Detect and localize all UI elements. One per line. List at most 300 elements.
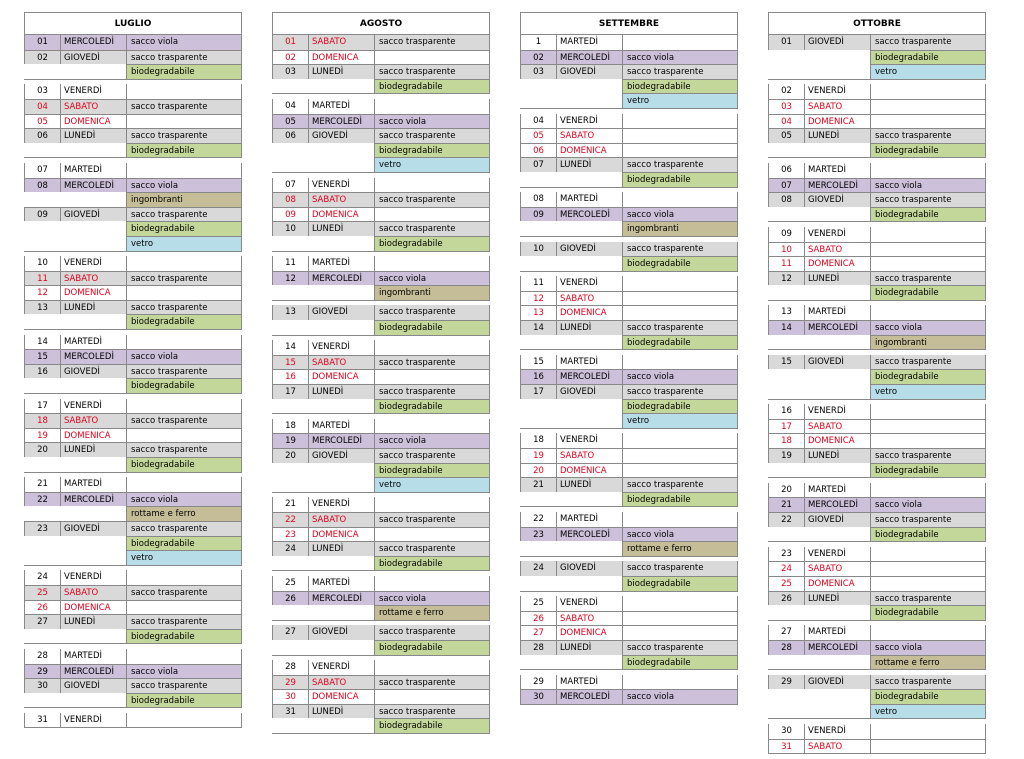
empty-cell xyxy=(520,413,556,428)
table-row xyxy=(272,384,490,399)
table-row xyxy=(768,163,986,178)
month-title: OTTOBRE xyxy=(768,12,986,34)
table-row xyxy=(24,84,242,99)
day-group xyxy=(768,483,986,542)
day-number: 11 xyxy=(768,256,804,271)
table-row xyxy=(272,178,490,193)
empty-cell xyxy=(804,335,870,350)
table-row-continuation xyxy=(272,143,490,158)
empty-cell xyxy=(768,143,804,158)
collection-sacco-trasparente: sacco trasparente xyxy=(374,128,490,143)
weekday-label: VENERDÌ xyxy=(60,570,126,585)
empty-cell xyxy=(60,143,126,158)
collection-vetro: vetro xyxy=(374,157,490,172)
collection-empty xyxy=(622,276,738,291)
empty-cell xyxy=(272,399,308,414)
day-number: 08 xyxy=(520,192,556,207)
table-row-continuation xyxy=(24,457,242,472)
collection-empty xyxy=(870,404,986,419)
collection-rottame-e-ferro: rottame e ferro xyxy=(870,655,986,670)
collection-empty xyxy=(374,660,490,675)
table-row xyxy=(272,527,490,542)
day-number: 03 xyxy=(520,64,556,79)
day-number: 06 xyxy=(768,163,804,178)
day-number: 09 xyxy=(768,227,804,242)
collection-empty xyxy=(622,355,738,370)
collection-sacco-trasparente: sacco trasparente xyxy=(622,640,738,655)
day-number: 04 xyxy=(24,99,60,114)
weekday-label: LUNEDÌ xyxy=(60,128,126,143)
collection-empty xyxy=(126,600,242,615)
day-group xyxy=(768,84,986,158)
empty-cell xyxy=(768,50,804,65)
table-row xyxy=(768,483,986,498)
empty-cell xyxy=(520,399,556,414)
collection-empty xyxy=(870,739,986,754)
table-row xyxy=(768,99,986,114)
day-number: 21 xyxy=(272,497,308,512)
collection-sacco-trasparente: sacco trasparente xyxy=(126,585,242,600)
collection-empty xyxy=(622,596,738,611)
weekday-label: VENERDÌ xyxy=(804,227,870,242)
table-row-continuation xyxy=(520,172,738,187)
weekday-label: LUNEDÌ xyxy=(804,271,870,286)
day-number: 16 xyxy=(272,369,308,384)
empty-cell xyxy=(24,550,60,565)
collection-empty xyxy=(622,192,738,207)
day-number: 22 xyxy=(520,512,556,527)
collection-empty xyxy=(374,50,490,65)
empty-cell xyxy=(804,527,870,542)
empty-cell xyxy=(556,256,622,271)
collection-sacco-trasparente: sacco trasparente xyxy=(870,512,986,527)
day-number: 04 xyxy=(272,99,308,114)
table-row-continuation xyxy=(768,704,986,719)
table-row-continuation xyxy=(272,463,490,478)
collection-biodegradabile: biodegradabile xyxy=(622,576,738,591)
collection-empty xyxy=(126,285,242,300)
weekday-label: MARTEDÌ xyxy=(556,35,622,50)
day-number: 21 xyxy=(24,477,60,492)
collection-empty xyxy=(622,611,738,626)
empty-cell xyxy=(60,64,126,79)
weekday-label: GIOVEDÌ xyxy=(556,561,622,576)
collection-vetro: vetro xyxy=(374,477,490,492)
table-row xyxy=(520,463,738,478)
day-number: 30 xyxy=(24,678,60,693)
table-row-continuation xyxy=(272,320,490,335)
table-row xyxy=(24,492,242,507)
table-row xyxy=(24,335,242,350)
table-row xyxy=(768,419,986,434)
table-row xyxy=(520,477,738,492)
day-group xyxy=(768,547,986,621)
collection-empty xyxy=(374,99,490,114)
collection-empty xyxy=(870,99,986,114)
collection-sacco-viola: sacco viola xyxy=(622,689,738,704)
day-number: 25 xyxy=(768,576,804,591)
day-group xyxy=(24,713,242,729)
day-number: 24 xyxy=(520,561,556,576)
day-number: 20 xyxy=(768,483,804,498)
empty-cell xyxy=(804,655,870,670)
table-row-continuation xyxy=(24,64,242,79)
table-row-continuation xyxy=(24,550,242,565)
collection-empty xyxy=(126,428,242,443)
empty-cell xyxy=(804,50,870,65)
table-row xyxy=(768,448,986,463)
collection-sacco-trasparente: sacco trasparente xyxy=(374,64,490,79)
table-row xyxy=(272,99,490,114)
collection-biodegradabile: biodegradabile xyxy=(126,457,242,472)
day-number: 31 xyxy=(768,739,804,754)
weekday-label: SABATO xyxy=(308,512,374,527)
table-row xyxy=(24,600,242,615)
weekday-label: GIOVEDÌ xyxy=(804,192,870,207)
table-row-continuation xyxy=(768,285,986,300)
table-row xyxy=(24,128,242,143)
table-row-continuation xyxy=(272,79,490,94)
table-row xyxy=(272,355,490,370)
collection-empty xyxy=(870,625,986,640)
weekday-label: VENERDÌ xyxy=(804,84,870,99)
table-row xyxy=(768,128,986,143)
day-number: 06 xyxy=(520,143,556,158)
weekday-label: MERCOLEDÌ xyxy=(308,114,374,129)
weekday-label: VENERDÌ xyxy=(804,724,870,739)
weekday-label: MERCOLEDÌ xyxy=(60,35,126,50)
empty-cell xyxy=(520,221,556,236)
weekday-label: VENERDÌ xyxy=(60,84,126,99)
weekday-label: GIOVEDÌ xyxy=(804,355,870,370)
weekday-label: VENERDÌ xyxy=(308,178,374,193)
day-number: 20 xyxy=(272,448,308,463)
day-number: 28 xyxy=(272,660,308,675)
weekday-label: GIOVEDÌ xyxy=(804,512,870,527)
day-number: 23 xyxy=(24,521,60,536)
table-row xyxy=(520,625,738,640)
table-row xyxy=(768,305,986,320)
table-row-continuation xyxy=(768,64,986,79)
day-group xyxy=(520,34,738,109)
day-number: 02 xyxy=(768,84,804,99)
weekday-label: DOMENICA xyxy=(556,143,622,158)
day-number: 22 xyxy=(768,512,804,527)
collection-vetro: vetro xyxy=(870,384,986,399)
weekday-label: MARTEDÌ xyxy=(60,649,126,664)
collection-biodegradabile: biodegradabile xyxy=(126,629,242,644)
table-row xyxy=(520,640,738,655)
weekday-label: GIOVEDÌ xyxy=(60,207,126,222)
collection-sacco-trasparente: sacco trasparente xyxy=(374,704,490,719)
table-row xyxy=(520,35,738,50)
empty-cell xyxy=(520,172,556,187)
collection-biodegradabile: biodegradabile xyxy=(870,50,986,65)
day-number: 18 xyxy=(24,413,60,428)
table-row-continuation xyxy=(520,335,738,350)
collection-empty xyxy=(870,114,986,129)
collection-biodegradabile: biodegradabile xyxy=(622,399,738,414)
collection-rottame-e-ferro: rottame e ferro xyxy=(374,605,490,620)
collection-sacco-trasparente: sacco trasparente xyxy=(374,35,490,50)
collection-empty xyxy=(374,419,490,434)
empty-cell xyxy=(556,93,622,108)
day-number: 27 xyxy=(24,614,60,629)
table-row xyxy=(768,640,986,655)
weekday-label: MERCOLEDÌ xyxy=(60,178,126,193)
collection-biodegradabile: biodegradabile xyxy=(870,689,986,704)
table-row xyxy=(520,143,738,158)
day-number: 05 xyxy=(24,114,60,129)
empty-cell xyxy=(804,285,870,300)
weekday-label: SABATO xyxy=(60,271,126,286)
weekday-label: MERCOLEDÌ xyxy=(556,50,622,65)
day-number: 16 xyxy=(768,404,804,419)
collection-biodegradabile: biodegradabile xyxy=(374,143,490,158)
collection-biodegradabile: biodegradabile xyxy=(126,378,242,393)
table-row xyxy=(272,625,490,640)
table-row-continuation xyxy=(24,536,242,551)
empty-cell xyxy=(768,369,804,384)
day-number: 06 xyxy=(24,128,60,143)
weekday-label: SABATO xyxy=(804,242,870,257)
table-row xyxy=(768,591,986,606)
day-group xyxy=(24,163,242,252)
collection-sacco-trasparente: sacco trasparente xyxy=(126,50,242,65)
collection-empty xyxy=(870,305,986,320)
collection-biodegradabile: biodegradabile xyxy=(126,693,242,708)
table-row xyxy=(768,84,986,99)
empty-cell xyxy=(60,378,126,393)
day-number: 27 xyxy=(768,625,804,640)
empty-cell xyxy=(804,605,870,620)
empty-cell xyxy=(24,457,60,472)
weekday-label: DOMENICA xyxy=(308,527,374,542)
table-row xyxy=(768,724,986,739)
table-row xyxy=(768,355,986,370)
day-group xyxy=(24,335,242,394)
empty-cell xyxy=(272,320,308,335)
day-group xyxy=(768,227,986,301)
table-row xyxy=(272,271,490,286)
day-number: 07 xyxy=(24,163,60,178)
day-group xyxy=(272,305,490,335)
empty-cell xyxy=(24,506,60,521)
collection-biodegradabile: biodegradabile xyxy=(622,79,738,94)
day-number: 14 xyxy=(520,320,556,335)
empty-cell xyxy=(804,207,870,222)
weekday-label: VENERDÌ xyxy=(556,433,622,448)
collection-sacco-trasparente: sacco trasparente xyxy=(374,675,490,690)
day-number: 30 xyxy=(520,689,556,704)
day-number: 17 xyxy=(24,399,60,414)
empty-cell xyxy=(556,221,622,236)
weekday-label: GIOVEDÌ xyxy=(308,625,374,640)
collection-biodegradabile: biodegradabile xyxy=(374,320,490,335)
table-row-continuation xyxy=(24,629,242,644)
weekday-label: MERCOLEDÌ xyxy=(804,320,870,335)
collection-vetro: vetro xyxy=(622,413,738,428)
collection-empty xyxy=(126,570,242,585)
empty-cell xyxy=(24,143,60,158)
table-row xyxy=(272,497,490,512)
day-group xyxy=(24,570,242,644)
collection-sacco-trasparente: sacco trasparente xyxy=(126,207,242,222)
weekday-label: LUNEDÌ xyxy=(804,591,870,606)
collection-sacco-viola: sacco viola xyxy=(622,369,738,384)
table-row xyxy=(768,256,986,271)
day-number: 06 xyxy=(272,128,308,143)
weekday-label: GIOVEDÌ xyxy=(60,678,126,693)
collection-biodegradabile: biodegradabile xyxy=(126,536,242,551)
collection-rottame-e-ferro: rottame e ferro xyxy=(622,541,738,556)
day-number: 26 xyxy=(24,600,60,615)
table-row-continuation xyxy=(24,693,242,708)
empty-cell xyxy=(24,64,60,79)
day-number: 10 xyxy=(272,221,308,236)
collection-biodegradabile: biodegradabile xyxy=(622,256,738,271)
empty-cell xyxy=(272,285,308,300)
empty-cell xyxy=(768,384,804,399)
weekday-label: DOMENICA xyxy=(60,428,126,443)
table-row-continuation xyxy=(520,256,738,271)
collection-empty xyxy=(870,256,986,271)
table-row xyxy=(24,521,242,536)
collection-sacco-trasparente: sacco trasparente xyxy=(126,521,242,536)
empty-cell xyxy=(308,605,374,620)
collection-sacco-viola: sacco viola xyxy=(870,178,986,193)
weekday-label: MARTEDÌ xyxy=(556,512,622,527)
collection-biodegradabile: biodegradabile xyxy=(126,314,242,329)
table-row xyxy=(24,570,242,585)
collection-sacco-trasparente: sacco trasparente xyxy=(126,413,242,428)
day-number: 15 xyxy=(272,355,308,370)
empty-cell xyxy=(556,576,622,591)
collection-biodegradabile: biodegradabile xyxy=(870,285,986,300)
collection-biodegradabile: biodegradabile xyxy=(870,605,986,620)
table-row xyxy=(24,50,242,65)
collection-empty xyxy=(870,576,986,591)
weekday-label: LUNEDÌ xyxy=(804,128,870,143)
table-row xyxy=(272,256,490,271)
weekday-label: DOMENICA xyxy=(308,50,374,65)
weekday-label: DOMENICA xyxy=(556,625,622,640)
day-number: 13 xyxy=(272,305,308,320)
table-row xyxy=(24,678,242,693)
table-row-continuation xyxy=(768,369,986,384)
empty-cell xyxy=(24,693,60,708)
day-number: 12 xyxy=(768,271,804,286)
weekday-label: MERCOLEDÌ xyxy=(804,497,870,512)
day-number: 18 xyxy=(520,433,556,448)
empty-cell xyxy=(60,629,126,644)
collection-sacco-trasparente: sacco trasparente xyxy=(126,128,242,143)
empty-cell xyxy=(272,477,308,492)
weekday-label: DOMENICA xyxy=(60,114,126,129)
empty-cell xyxy=(804,384,870,399)
table-row xyxy=(24,300,242,315)
collection-sacco-trasparente: sacco trasparente xyxy=(870,271,986,286)
collection-sacco-trasparente: sacco trasparente xyxy=(870,675,986,690)
day-number: 07 xyxy=(520,157,556,172)
collection-sacco-trasparente: sacco trasparente xyxy=(126,364,242,379)
day-number: 01 xyxy=(272,35,308,50)
table-row xyxy=(272,35,490,50)
collection-empty xyxy=(622,512,738,527)
weekday-label: MERCOLEDÌ xyxy=(60,349,126,364)
empty-cell xyxy=(768,207,804,222)
empty-cell xyxy=(556,172,622,187)
empty-cell xyxy=(804,369,870,384)
table-row xyxy=(520,596,738,611)
day-number: 13 xyxy=(768,305,804,320)
day-number: 01 xyxy=(24,35,60,50)
collection-sacco-trasparente: sacco trasparente xyxy=(622,320,738,335)
collection-empty xyxy=(126,477,242,492)
empty-cell xyxy=(272,718,308,733)
table-row xyxy=(272,576,490,591)
weekday-label: MERCOLEDÌ xyxy=(556,689,622,704)
table-row xyxy=(24,713,242,728)
day-number: 12 xyxy=(24,285,60,300)
day-number: 29 xyxy=(272,675,308,690)
day-group xyxy=(768,404,986,478)
day-number: 28 xyxy=(520,640,556,655)
day-number: 02 xyxy=(272,50,308,65)
day-number: 25 xyxy=(24,585,60,600)
day-group xyxy=(520,355,738,429)
empty-cell xyxy=(768,285,804,300)
table-row xyxy=(24,114,242,129)
table-row-continuation xyxy=(768,689,986,704)
collection-sacco-trasparente: sacco trasparente xyxy=(374,384,490,399)
table-row xyxy=(272,660,490,675)
table-row xyxy=(24,285,242,300)
table-row xyxy=(520,64,738,79)
weekday-label: VENERDÌ xyxy=(60,713,126,728)
day-number: 29 xyxy=(24,664,60,679)
empty-cell xyxy=(804,463,870,478)
table-row xyxy=(272,704,490,719)
day-number: 23 xyxy=(272,527,308,542)
day-group xyxy=(768,355,986,400)
empty-cell xyxy=(308,399,374,414)
weekday-label: DOMENICA xyxy=(60,285,126,300)
table-row xyxy=(768,547,986,562)
weekday-label: MARTEDÌ xyxy=(556,355,622,370)
table-row xyxy=(768,192,986,207)
weekday-label: DOMENICA xyxy=(308,369,374,384)
collection-empty xyxy=(870,547,986,562)
weekday-label: DOMENICA xyxy=(308,207,374,222)
weekday-label: MERCOLEDÌ xyxy=(308,591,374,606)
day-number: 15 xyxy=(24,349,60,364)
table-row xyxy=(24,349,242,364)
collection-sacco-viola: sacco viola xyxy=(870,320,986,335)
collection-ingombranti: ingombranti xyxy=(870,335,986,350)
collection-biodegradabile: biodegradabile xyxy=(126,221,242,236)
day-number: 19 xyxy=(520,448,556,463)
collection-sacco-trasparente: sacco trasparente xyxy=(622,64,738,79)
empty-cell xyxy=(556,413,622,428)
day-number: 23 xyxy=(768,547,804,562)
month-ottobre xyxy=(768,12,986,759)
weekday-label: MERCOLEDÌ xyxy=(308,433,374,448)
weekday-label: DOMENICA xyxy=(60,600,126,615)
weekday-label: VENERDÌ xyxy=(556,276,622,291)
day-number: 24 xyxy=(24,570,60,585)
day-group xyxy=(24,477,242,566)
